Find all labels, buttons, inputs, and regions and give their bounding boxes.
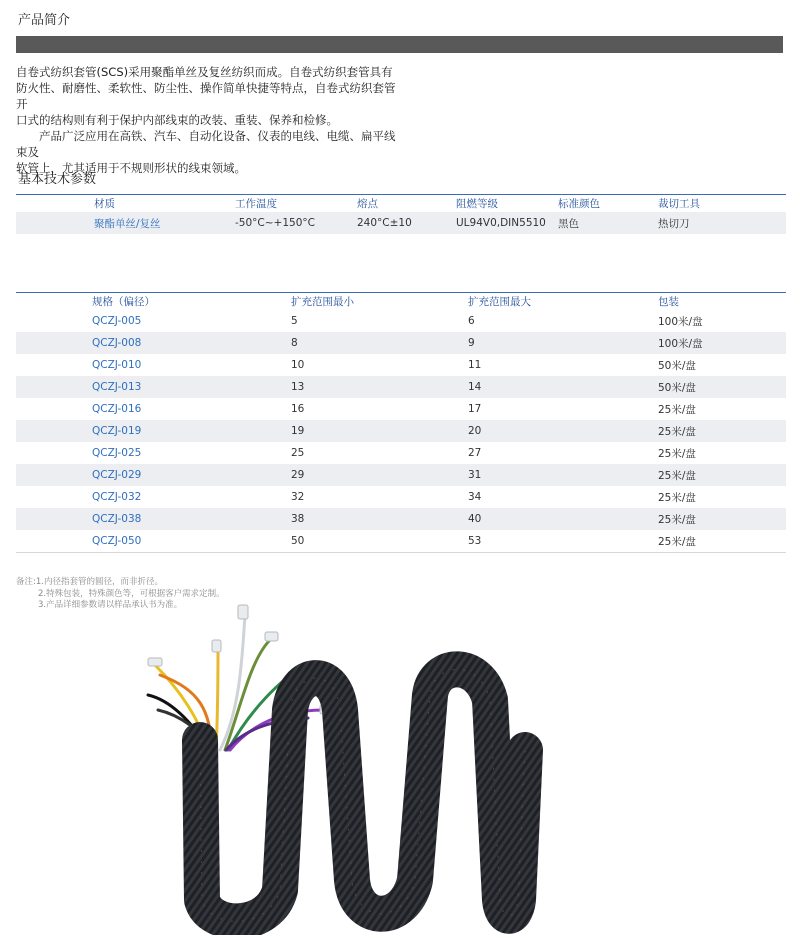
spec-cell-min: 5 <box>291 315 298 327</box>
spec-cell-size: QCZJ-013 <box>92 376 291 398</box>
spec-header-min: 扩充范围最小 <box>291 293 468 311</box>
tech-cell-tool: 热切刀 <box>658 217 690 230</box>
product-photo <box>130 600 560 935</box>
note-line: 3.产品详细参数请以样品承认书为准。 <box>38 600 183 610</box>
tech-cell-melting-point: 240°C±10 <box>357 212 456 234</box>
spec-cell-package: 25米/盘 <box>658 403 696 416</box>
spec-cell-max: 53 <box>468 530 658 553</box>
tech-title: 基本技术参数 <box>18 172 97 187</box>
spec-cell-max: 17 <box>468 403 482 415</box>
note-line: 2.特殊包装，特殊颜色等，可根据客户需求定制。 <box>38 588 225 599</box>
spec-cell-package: 25米/盘 <box>658 447 696 460</box>
table-row <box>16 486 786 508</box>
spec-cell-size: QCZJ-032 <box>92 491 142 503</box>
title-bar <box>16 36 783 53</box>
table-row <box>16 398 786 420</box>
tech-header-tool: 裁切工具 <box>658 198 700 210</box>
tech-header-row <box>16 195 786 213</box>
braided-sleeve <box>200 669 525 921</box>
spec-cell-max: 6 <box>468 315 475 327</box>
spec-cell-size: QCZJ-025 <box>92 447 142 459</box>
intro-line: 防火性、耐磨性、柔软性、防尘性、操作简单快捷等特点，自卷式纺织套管开 <box>16 81 396 111</box>
table-row <box>16 420 786 442</box>
spec-cell-size: QCZJ-008 <box>92 332 291 354</box>
spec-cell-package: 100米/盘 <box>658 332 786 354</box>
spec-cell-size: QCZJ-010 <box>92 359 142 371</box>
tech-row <box>16 212 786 234</box>
spec-cell-package: 25米/盘 <box>658 420 786 442</box>
spec-cell-min: 38 <box>291 508 468 530</box>
spec-cell-max: 31 <box>468 464 658 486</box>
note-line: 备注:1.内径指套管的圆径，而非折径。 <box>16 577 163 587</box>
spec-cell-min: 10 <box>291 359 305 371</box>
tech-header-temperature: 工作温度 <box>235 195 357 213</box>
spec-cell-min: 25 <box>291 447 305 459</box>
spec-cell-package: 25米/盘 <box>658 491 696 504</box>
table-row <box>16 310 786 332</box>
spec-table <box>16 292 786 553</box>
table-row <box>16 464 786 486</box>
spec-cell-max: 9 <box>468 332 658 354</box>
spec-cell-min: 8 <box>291 332 468 354</box>
spec-cell-min: 29 <box>291 464 468 486</box>
spec-cell-max: 11 <box>468 359 482 371</box>
spec-cell-size: QCZJ-050 <box>92 530 291 553</box>
spec-cell-min: 13 <box>291 376 468 398</box>
spec-cell-package: 25米/盘 <box>658 530 786 553</box>
table-row <box>16 354 786 376</box>
spec-header-size: 规格（偏径） <box>92 293 291 311</box>
intro-title: 产品简介 <box>18 13 71 28</box>
spec-header-row <box>16 293 786 311</box>
spec-header-max: 扩充范围最大 <box>468 293 658 311</box>
spec-header-package: 包装 <box>658 293 786 311</box>
intro-text <box>16 64 406 176</box>
spec-cell-size: QCZJ-016 <box>92 403 142 415</box>
table-row <box>16 530 786 553</box>
tech-cell-color: 黑色 <box>558 217 579 230</box>
tech-header-color: 标准颜色 <box>558 198 600 210</box>
spec-cell-min: 16 <box>291 403 305 415</box>
spec-cell-package: 50米/盘 <box>658 359 696 372</box>
spec-cell-max: 14 <box>468 376 658 398</box>
intro-line: 自卷式纺织套管(SCS)采用聚酯单丝及复丝纺织而成。自卷式纺织套管具有 <box>16 65 393 79</box>
spec-cell-package: 25米/盘 <box>658 508 786 530</box>
intro-line: 产品广泛应用在高铁、汽车、自动化设备、仪表的电线、电缆、扁平线束及 <box>16 129 396 159</box>
spec-cell-package: 50米/盘 <box>658 376 786 398</box>
table-row <box>16 508 786 530</box>
tech-cell-flame-rating: UL94V0,DIN5510 <box>456 212 558 234</box>
table-row <box>16 442 786 464</box>
intro-line: 口式的结构则有利于保护内部线束的改装、重装、保养和检修。 <box>16 113 338 127</box>
intro-line: 软管上，尤其适用于不规则形状的线束领域。 <box>16 161 246 175</box>
tech-table <box>16 194 786 234</box>
spec-cell-size: QCZJ-029 <box>92 464 291 486</box>
tech-cell-material: 聚酯单丝/复丝 <box>94 212 235 234</box>
tech-header-cutting-tool <box>558 195 786 213</box>
spec-cell-package: 25米/盘 <box>658 464 786 486</box>
tech-cell-color-tool <box>558 212 786 234</box>
tech-header-material: 材质 <box>94 195 235 213</box>
table-row <box>16 376 786 398</box>
tech-header-melting-point: 熔点 <box>357 195 456 213</box>
spec-cell-min: 32 <box>291 491 305 503</box>
spec-cell-max: 34 <box>468 491 482 503</box>
spec-cell-max: 20 <box>468 420 658 442</box>
spec-cell-min: 19 <box>291 420 468 442</box>
tech-header-flame-rating: 阻燃等级 <box>456 195 558 213</box>
spec-cell-min: 50 <box>291 530 468 553</box>
spec-cell-size: QCZJ-005 <box>92 315 142 327</box>
spec-cell-size: QCZJ-019 <box>92 420 291 442</box>
spec-cell-size: QCZJ-038 <box>92 508 291 530</box>
table-row <box>16 332 786 354</box>
spec-cell-package: 100米/盘 <box>658 315 703 328</box>
spec-cell-max: 40 <box>468 508 658 530</box>
spec-cell-max: 27 <box>468 447 482 459</box>
tech-cell-temperature: -50°C~+150°C <box>235 212 357 234</box>
